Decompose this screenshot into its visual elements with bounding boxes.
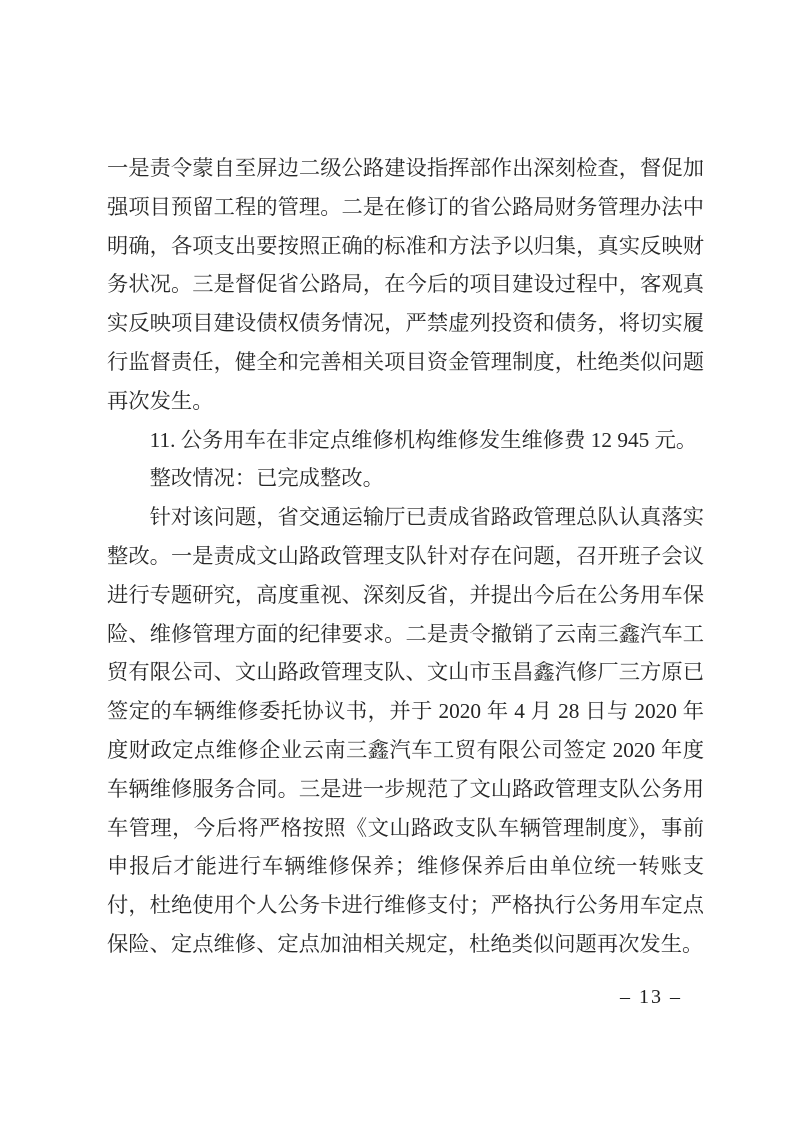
paragraph-issue-11: 11. 公务用车在非定点维修机构维修发生维修费 12 945 元。 xyxy=(149,427,698,452)
paragraph-rectification-detail: 针对该问题，省交通运输厅已责成省路政管理总队认真落实整改。一是责成文山路政管理支队针对存在问题，召开班子会议进行专题研究，高度重视、深刻反省，并提出今后在公务用车保险、维修管理方面的纪律要求。二是责令撤销了云南三鑫汽车工贸有限公司、文山路政管理支队、文山市玉昌鑫汽修厂三方原已签定的车辆维修委托协议书，并于 2020 年 4 月 28 日与 2020 年度财政定点维修企业云南三鑫汽车工贸有限公司签定 2020 年度车辆维修服务合同。三是进一步规范了文山路政管理支队公务用车管理，今后将严格按照《文山路政支队车辆管理制度》，事前申报后才能进行车辆维修保养；维修保养后由单位统一转账支付，杜绝使用个人公务卡进行维修支付；严格执行公务用车定点保险、定点维修、定点加油相关规定，杜绝类似问题再次发生。 xyxy=(107,505,704,956)
paragraph-continuation-rectification-measures: 一是责令蒙自至屏边二级公路建设指挥部作出深刻检查，督促加强项目预留工程的管理。二是在修订的省公路局财务管理办法中明确，各项支出要按照正确的标准和方法予以归集，真实反映财务状况。三是督促省公路局，在今后的项目建设过程中，客观真实反映项目建设债权债务情况，严禁虚列投资和债务，将切实履行监督责任，健全和完善相关项目资金管理制度，杜绝类似问题再次发生。 xyxy=(107,156,704,413)
paragraph-rectification-status: 整改情况：已完成整改。 xyxy=(149,466,384,491)
page-number: – 13 – xyxy=(620,986,682,1008)
document-body xyxy=(107,149,704,964)
